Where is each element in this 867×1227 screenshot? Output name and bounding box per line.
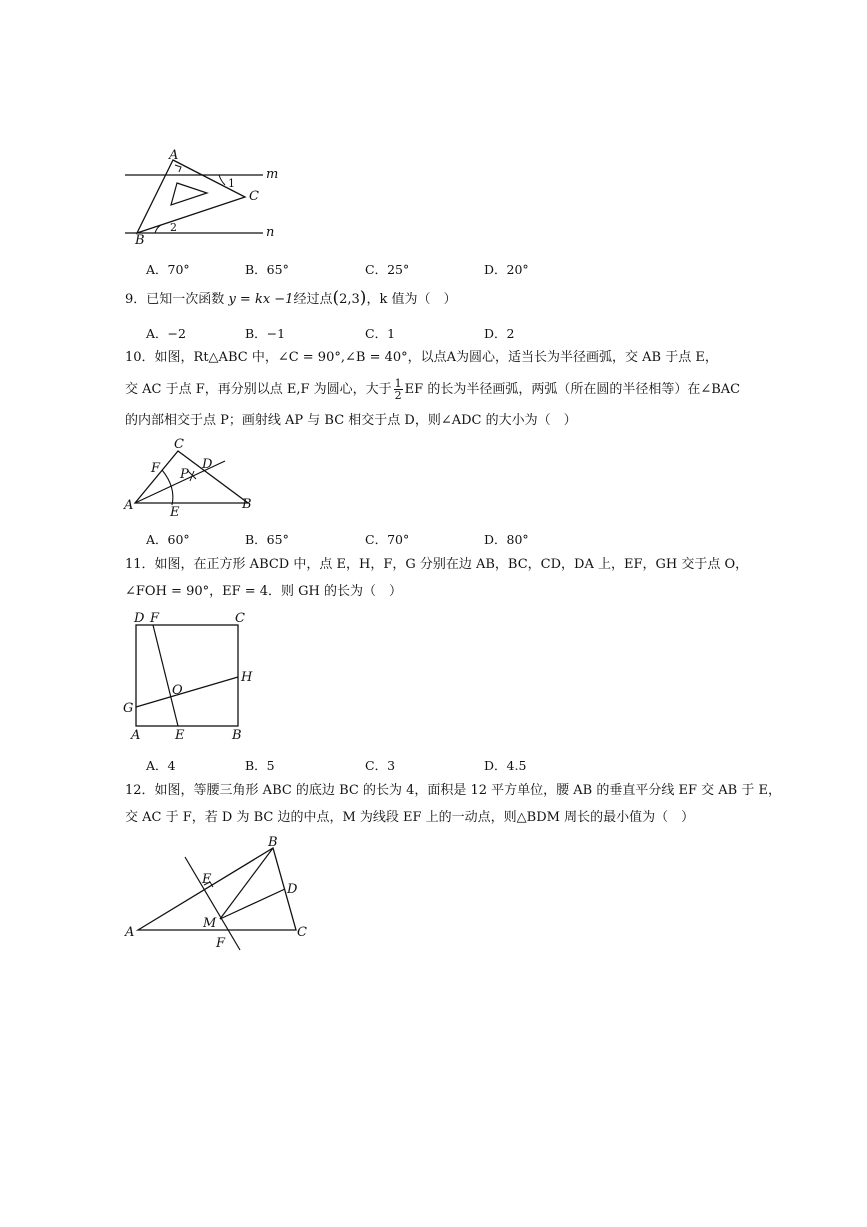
q9-stem xyxy=(125,290,456,308)
q10-line2-b: EF 的长为半径画弧，两弧（所在圆的半径相等）在∠BAC xyxy=(404,382,741,397)
label-E: E xyxy=(170,505,180,520)
q9-formula: y = kx −1 xyxy=(228,292,294,307)
label-D: D xyxy=(287,882,298,897)
segment-ef xyxy=(153,625,178,726)
q9-point: 2,3 xyxy=(339,292,360,307)
q10-option-b[interactable]: B．65° xyxy=(245,532,289,547)
segment-md xyxy=(220,889,285,919)
label-F: F xyxy=(150,611,160,626)
q9-point-close: ) xyxy=(359,288,367,308)
q9-text-b: 经过点 xyxy=(293,292,333,307)
square-abcd xyxy=(136,625,238,726)
label-F: F xyxy=(151,461,161,476)
q10-fraction xyxy=(394,378,403,401)
segment-gh xyxy=(136,677,238,707)
label-C: C xyxy=(297,925,307,940)
label-n: n xyxy=(266,225,275,240)
label-E: E xyxy=(175,728,185,743)
label-C: C xyxy=(174,437,184,452)
q9-text-a: 已知一次函数 xyxy=(146,292,225,307)
label-C: C xyxy=(249,189,259,204)
label-B: B xyxy=(135,233,145,248)
label-C: C xyxy=(235,611,245,626)
q9-option-c[interactable]: C．1 xyxy=(365,326,396,341)
label-O: O xyxy=(172,683,183,698)
q9-text-c: ，k 值为（ ） xyxy=(366,292,457,307)
label-B: B xyxy=(232,728,242,743)
right-angle-mark xyxy=(175,165,181,172)
q9-point-open: ( xyxy=(332,288,340,308)
q8-option-d[interactable]: D．20° xyxy=(484,262,529,277)
q9-number: 9． xyxy=(125,292,147,307)
q8-option-c[interactable]: C．25° xyxy=(365,262,410,277)
segment-bm xyxy=(220,848,273,919)
q11-line1: 11．如图，在正方形 ABCD 中，点 E，H，F，G 分别在边 AB，BC，CD，DA 上，EF，GH 交于点 O， xyxy=(125,557,749,572)
q9-option-d[interactable]: D．2 xyxy=(484,326,515,341)
label-G: G xyxy=(123,701,134,716)
triangle-outer xyxy=(137,160,245,233)
q12-line2: 交 AC 于 F，若 D 为 BC 边的中点，M 为线段 EF 上的一动点，则△BDM 周长的最小值为（ ） xyxy=(125,810,695,825)
q11-line2: ∠FOH = 90°，EF = 4．则 GH 的长为（ ） xyxy=(125,584,403,599)
q12-figure xyxy=(120,835,320,955)
q11-option-a[interactable]: A．4 xyxy=(146,758,176,773)
q11-option-b[interactable]: B．5 xyxy=(245,758,275,773)
label-m: m xyxy=(266,167,279,182)
q10-option-c[interactable]: C．70° xyxy=(365,532,410,547)
label-A: A xyxy=(124,498,134,513)
label-A: A xyxy=(125,925,135,940)
q10-line2-a: 交 AC 于点 F，再分别以点 E,F 为圆心，大于 xyxy=(125,382,392,397)
q12-line1: 12．如图，等腰三角形 ABC 的底边 BC 的长为 4，面积是 12 平方单位，腰 AB 的垂直平分线 EF 交 AB 于 E， xyxy=(125,783,781,798)
q10-option-a[interactable]: A．60° xyxy=(146,532,190,547)
label-B: B xyxy=(268,835,278,850)
q9-option-b[interactable]: B．−1 xyxy=(245,326,286,341)
label-F: F xyxy=(216,936,226,951)
q10-frac-num: 1 xyxy=(394,377,402,390)
label-M: M xyxy=(203,916,217,931)
label-B: B xyxy=(242,497,252,512)
q8-figure xyxy=(115,145,285,250)
label-A: A xyxy=(169,148,179,163)
q9-option-a[interactable]: A．−2 xyxy=(146,326,186,341)
label-E: E xyxy=(202,872,212,887)
q8-option-b[interactable]: B．65° xyxy=(245,262,289,277)
label-D: D xyxy=(202,457,213,472)
triangle-abc xyxy=(138,848,296,930)
q10-option-d[interactable]: D．80° xyxy=(484,532,529,547)
q11-option-d[interactable]: D．4.5 xyxy=(484,758,527,773)
q10-line2 xyxy=(125,378,740,401)
q10-frac-den: 2 xyxy=(394,389,402,402)
label-H: H xyxy=(241,670,253,685)
q10-figure xyxy=(120,435,270,520)
label-D: D xyxy=(134,611,145,626)
label-A: A xyxy=(131,728,141,743)
q8-option-a[interactable]: A．70° xyxy=(146,262,190,277)
q11-option-c[interactable]: C．3 xyxy=(365,758,396,773)
q10-line3: 的内部相交于点 P；画射线 AP 与 BC 相交于点 D，则∠ADC 的大小为（ ） xyxy=(125,413,577,428)
q11-figure xyxy=(120,608,270,743)
label-P: P xyxy=(180,467,189,482)
triangle-inner xyxy=(171,183,207,205)
label-angle-2: 2 xyxy=(170,221,177,234)
label-angle-1: 1 xyxy=(228,177,235,190)
arc-p xyxy=(188,471,196,481)
q10-line1: 10．如图，Rt△ABC 中，∠C = 90°,∠B = 40°，以点A为圆心，适当长为半径画弧，交 AB 于点 E， xyxy=(125,350,718,365)
